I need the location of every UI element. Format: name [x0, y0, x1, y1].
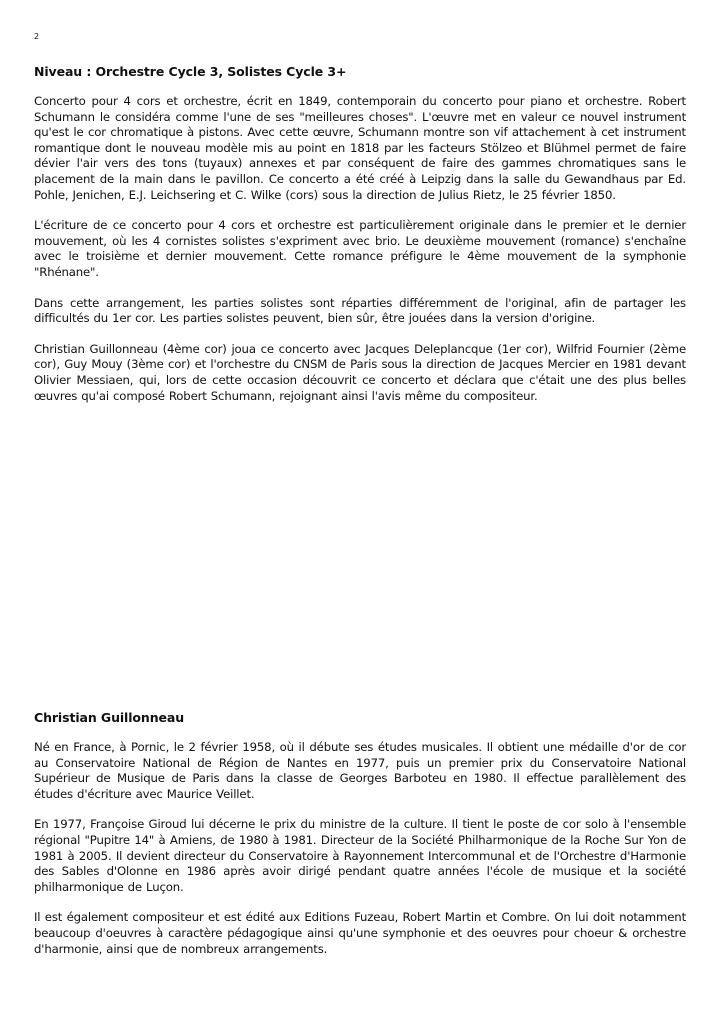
arrangement-paragraph: Dans cette arrangement, les parties solistes sont réparties différemment de l'original, afin de partager les difficultés du 1er cor. Les parties solistes peuvent, bien sûr, être jouées dans la version d'origine. [34, 295, 686, 326]
performance-history-paragraph: Christian Guillonneau (4ème cor) joua ce concerto avec Jacques Deleplancque (1er cor), Wilfrid Fournier (2ème cor), Guy Mouy (3ème cor) et l'orchestre du CNSM de Paris sous la direction de Jacques Mercier en 1981 devant Olivier Messiaen, qui, lors de cette occasion découvrit ce concerto et déclara que c'était une des plus belles œuvres qu'ai composé Robert Schumann, rejoignant ainsi l'avis même du compositeur. [34, 341, 686, 403]
bio-education-paragraph: Né en France, à Pornic, le 2 février 1958, où il débute ses études musicales. Il obtient une médaille d'or de cor au Conservatoire National de Région de Nantes en 1977, puis un premier prix du Conservatoire National Supérieur de Musique de Paris dans la classe de Georges Barboteu en 1980. Il effectue parallèlement des études d'écriture avec Maurice Veillet. [34, 740, 686, 801]
bio-composer-paragraph: Il est également compositeur et est édité aux Editions Fuzeau, Robert Martin et Combre. On lui doit notamment beaucoup d'oeuvres à caractère pédagogique ainsi qu'une symphonie et des oeuvres pour choeur & orchestre d'harmonie, ainsi que de nombreux arrangements. [34, 910, 686, 956]
bio-heading: Christian Guillonneau [34, 710, 185, 725]
movements-paragraph: L'écriture de ce concerto pour 4 cors et orchestre est particulièrement originale dans le premier et le dernier mouvement, où les 4 cornistes solistes s'expriment avec brio. Le deuxième mouvement (romance) s'enchaîne avec le troisième et dernier mouvement. Cette romance préfigure le 4ème mouvement de la symphonie "Rhénane". [34, 218, 686, 279]
concerto-intro-paragraph: Concerto pour 4 cors et orchestre, écrit en 1849, contemporain du concerto pour piano et orchestre. Robert Schumann le considéra comme l'une de ses "meilleures choses". L'œuvre met en valeur ce nouvel instrument qu'est le cor chromatique à pistons. Avec cette œuvre, Schumann montre son vif attachement à cet instrument romantique dont le nouveau modèle mis au point en 1818 par les facteurs Stölzeo et Blühmel permet de faire dévier l'air vers des tons (tuyaux) annexes et par conséquent de faire des gammes chromatiques sans le placement de la main dans le pavillon. Ce concerto a été créé à Leipzig dans la salle du Gewandhaus par Ed. Pohle, Jenichen, E.J. Leichsering et C. Wilke (cors) sous la direction de Julius Rietz, le 25 février 1850. [34, 94, 686, 202]
bio-section [34, 710, 686, 972]
bio-career-paragraph: En 1977, Françoise Giroud lui décerne le prix du ministre de la culture. Il tient le poste de cor solo à l'ensemble régional "Pupitre 14" à Amiens, de 1980 à 1981. Directeur de la Société Philharmonique de la Roche Sur Yon de 1981 à 2005. Il devient directeur du Conservatoire à Rayonnement Intercommunal et de l'Orchestre d'Harmonie des Sables d'Olonne en 1986 après avoir dirigé pendant quatre années l'école de musique et la société philharmonique de Luçon. [34, 817, 686, 894]
level-section [34, 64, 686, 419]
level-heading: Niveau : Orchestre Cycle 3, Solistes Cycle 3+ [34, 64, 347, 79]
page-number: 2 [34, 32, 40, 41]
